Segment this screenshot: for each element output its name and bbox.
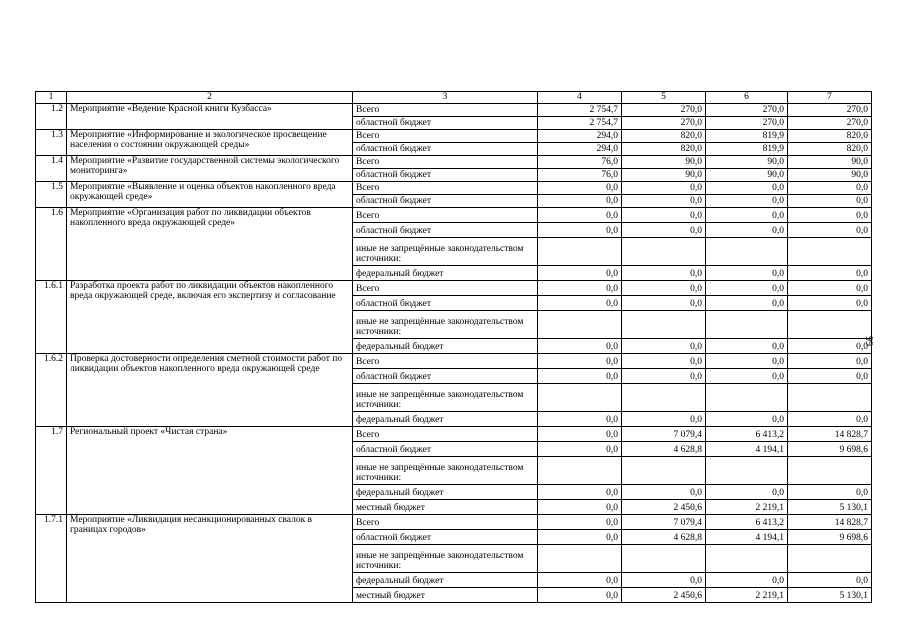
row-name: Мероприятие «Ликвидация несанкционированных свалок в границах городов» [67,514,353,602]
row-number: 1.7.1 [36,514,67,602]
amount-cell: 270,0 [788,116,872,129]
amount-cell: 0,0 [788,572,872,587]
amount-cell: 819,9 [706,129,788,142]
amount-cell: 0,0 [788,181,872,194]
funding-source: федеральный бюджет [353,572,538,587]
header-cell: 4 [538,92,622,104]
amount-cell: 270,0 [622,116,706,129]
amount-cell: 0,0 [788,353,872,368]
funding-source: Всего [353,353,538,368]
amount-cell: 0,0 [788,295,872,310]
row-number: 1.3 [36,129,67,155]
amount-cell: 0,0 [538,441,622,456]
amount-cell: 0,0 [788,411,872,426]
amount-cell: 0,0 [622,353,706,368]
amount-cell: 0,0 [622,338,706,353]
amount-cell: 90,0 [706,155,788,168]
funding-source: федеральный бюджет [353,411,538,426]
amount-cell [538,383,622,411]
amount-cell: 0,0 [622,280,706,295]
row-name: Мероприятие «Организация работ по ликвидации объектов накопленного вреда окружающей среде» [67,207,353,280]
amount-cell: 294,0 [538,142,622,155]
amount-cell: 270,0 [788,103,872,116]
amount-cell: 0,0 [788,265,872,280]
page-number: 99 [863,336,874,346]
amount-cell: 0,0 [538,411,622,426]
table-row [36,207,872,222]
amount-cell: 0,0 [706,181,788,194]
amount-cell: 0,0 [538,572,622,587]
amount-cell [706,544,788,572]
funding-source: областной бюджет [353,441,538,456]
amount-cell: 14 828,7 [788,514,872,529]
funding-source: Всего [353,280,538,295]
amount-cell: 0,0 [538,368,622,383]
funding-source: Всего [353,103,538,116]
header-cell: 7 [788,92,872,104]
amount-cell: 0,0 [788,484,872,499]
amount-cell: 76,0 [538,168,622,181]
amount-cell: 0,0 [706,265,788,280]
funding-source: местный бюджет [353,499,538,514]
amount-cell: 0,0 [538,207,622,222]
amount-cell: 0,0 [538,280,622,295]
amount-cell: 9 698,6 [788,441,872,456]
funding-source: областной бюджет [353,142,538,155]
amount-cell: 0,0 [622,194,706,207]
amount-cell: 90,0 [622,155,706,168]
table-row [36,155,872,168]
amount-cell: 0,0 [538,222,622,237]
table-row [36,129,872,142]
row-name: Мероприятие «Выявление и оценка объектов накопленного вреда окружающей среде» [67,181,353,207]
amount-cell: 0,0 [788,222,872,237]
amount-cell: 0,0 [706,368,788,383]
amount-cell: 0,0 [706,353,788,368]
header-cell: 1 [36,92,67,104]
header-cell: 5 [622,92,706,104]
amount-cell: 0,0 [788,280,872,295]
amount-cell [788,383,872,411]
header-cell: 2 [67,92,353,104]
amount-cell: 90,0 [706,168,788,181]
amount-cell [788,310,872,338]
amount-cell: 4 628,8 [622,529,706,544]
amount-cell: 0,0 [538,338,622,353]
amount-cell: 0,0 [538,265,622,280]
table-row [36,353,872,368]
amount-cell: 0,0 [788,338,872,353]
amount-cell: 0,0 [538,514,622,529]
row-name: Региональный проект «Чистая страна» [67,426,353,514]
header-cell: 3 [353,92,538,104]
amount-cell [788,456,872,484]
amount-cell: 7 079,4 [622,514,706,529]
amount-cell: 0,0 [538,484,622,499]
funding-source: областной бюджет [353,168,538,181]
amount-cell: 0,0 [622,222,706,237]
table-row [36,181,872,194]
funding-source: областной бюджет [353,222,538,237]
funding-source: иные не запрещённые законодательством источники: [353,237,538,265]
amount-cell: 270,0 [706,103,788,116]
amount-cell: 270,0 [622,103,706,116]
amount-cell: 4 194,1 [706,529,788,544]
amount-cell: 0,0 [706,338,788,353]
amount-cell: 0,0 [622,265,706,280]
amount-cell [706,383,788,411]
funding-source: Всего [353,514,538,529]
funding-source: иные не запрещённые законодательством источники: [353,544,538,572]
funding-source: областной бюджет [353,194,538,207]
funding-source: Всего [353,181,538,194]
amount-cell: 0,0 [622,295,706,310]
amount-cell [538,310,622,338]
amount-cell: 14 828,7 [788,426,872,441]
amount-cell: 7 079,4 [622,426,706,441]
amount-cell: 0,0 [622,368,706,383]
funding-source: областной бюджет [353,295,538,310]
amount-cell: 0,0 [538,194,622,207]
row-name: Проверка достоверности определения сметной стоимости работ по ликвидации объектов накопленного вреда окружающей среде [67,353,353,426]
amount-cell: 0,0 [538,587,622,602]
amount-cell: 2 754,7 [538,116,622,129]
row-number: 1.6.2 [36,353,67,426]
funding-source: Всего [353,207,538,222]
amount-cell: 2 219,1 [706,587,788,602]
amount-cell [788,544,872,572]
amount-cell [622,456,706,484]
amount-cell: 4 628,8 [622,441,706,456]
amount-cell: 820,0 [788,142,872,155]
amount-cell: 9 698,6 [788,529,872,544]
amount-cell: 0,0 [622,207,706,222]
amount-cell: 820,0 [622,142,706,155]
amount-cell: 819,9 [706,142,788,155]
table-row [36,103,872,116]
amount-cell: 0,0 [538,499,622,514]
row-name: Мероприятие «Информирование и экологическое просвещение населения о состоянии окружающей среды» [67,129,353,155]
funding-source: федеральный бюджет [353,338,538,353]
amount-cell: 4 194,1 [706,441,788,456]
funding-source: областной бюджет [353,529,538,544]
row-number: 1.6.1 [36,280,67,353]
amount-cell: 0,0 [788,368,872,383]
amount-cell: 270,0 [706,116,788,129]
amount-cell: 0,0 [538,426,622,441]
amount-cell: 0,0 [622,181,706,194]
amount-cell: 0,0 [706,194,788,207]
amount-cell: 0,0 [788,194,872,207]
amount-cell: 6 413,2 [706,426,788,441]
amount-cell: 0,0 [706,280,788,295]
amount-cell: 5 130,1 [788,499,872,514]
funding-source: иные не запрещённые законодательством источники: [353,310,538,338]
row-number: 1.4 [36,155,67,181]
amount-cell: 90,0 [788,155,872,168]
funding-source: федеральный бюджет [353,484,538,499]
amount-cell [706,310,788,338]
amount-cell: 2 450,6 [622,587,706,602]
amount-cell [706,456,788,484]
row-number: 1.6 [36,207,67,280]
amount-cell [622,383,706,411]
funding-source: Всего [353,155,538,168]
amount-cell: 0,0 [538,181,622,194]
amount-cell: 0,0 [622,572,706,587]
budget-table [35,91,872,603]
funding-source: иные не запрещённые законодательством источники: [353,383,538,411]
amount-cell: 0,0 [538,295,622,310]
row-number: 1.7 [36,426,67,514]
amount-cell [706,237,788,265]
amount-cell: 820,0 [788,129,872,142]
funding-source: Всего [353,426,538,441]
amount-cell: 90,0 [788,168,872,181]
amount-cell: 0,0 [538,529,622,544]
amount-cell [538,456,622,484]
funding-source: областной бюджет [353,368,538,383]
amount-cell: 5 130,1 [788,587,872,602]
amount-cell: 6 413,2 [706,514,788,529]
amount-cell [538,544,622,572]
amount-cell: 0,0 [538,353,622,368]
amount-cell [788,237,872,265]
amount-cell: 76,0 [538,155,622,168]
amount-cell: 294,0 [538,129,622,142]
amount-cell: 0,0 [706,222,788,237]
funding-source: федеральный бюджет [353,265,538,280]
table-row [36,280,872,295]
funding-source: областной бюджет [353,116,538,129]
amount-cell: 2 754,7 [538,103,622,116]
amount-cell: 0,0 [788,207,872,222]
amount-cell: 2 450,6 [622,499,706,514]
row-number: 1.2 [36,103,67,129]
funding-source: Всего [353,129,538,142]
amount-cell [622,237,706,265]
amount-cell: 0,0 [706,207,788,222]
amount-cell [622,544,706,572]
funding-source: иные не запрещённые законодательством источники: [353,456,538,484]
funding-source: местный бюджет [353,587,538,602]
table-row [36,514,872,529]
amount-cell: 0,0 [622,484,706,499]
row-name: Разработка проекта работ по ликвидации объектов накопленного вреда окружающей среде, включая его экспертизу и согласование [67,280,353,353]
row-name: Мероприятие «Ведение Красной книги Кузбасса» [67,103,353,129]
amount-cell [538,237,622,265]
amount-cell: 0,0 [622,411,706,426]
amount-cell: 820,0 [622,129,706,142]
amount-cell: 0,0 [706,572,788,587]
amount-cell: 0,0 [706,295,788,310]
amount-cell: 0,0 [706,484,788,499]
header-cell: 6 [706,92,788,104]
amount-cell [622,310,706,338]
row-name: Мероприятие «Развитие государственной системы экологического мониторинга» [67,155,353,181]
amount-cell: 0,0 [706,411,788,426]
amount-cell: 2 219,1 [706,499,788,514]
table-row [36,426,872,441]
header-row [36,92,872,104]
row-number: 1.5 [36,181,67,207]
amount-cell: 90,0 [622,168,706,181]
